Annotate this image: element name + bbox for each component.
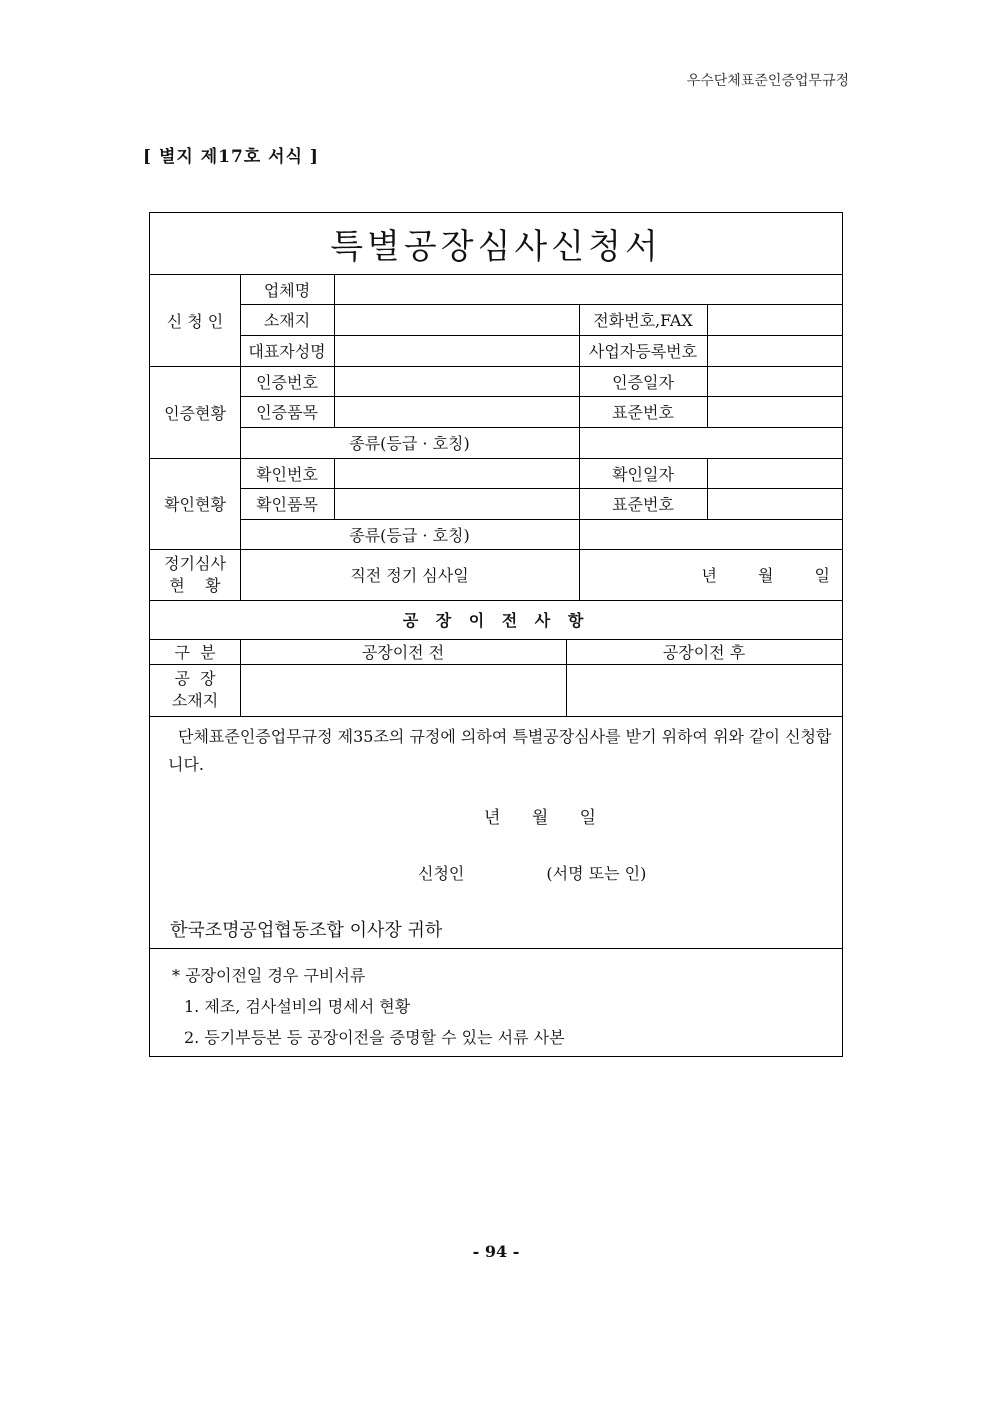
address-label: 소재지	[263, 311, 311, 330]
cert-no-label: 인증번호	[256, 372, 318, 392]
company-name-field[interactable]	[334, 274, 842, 304]
business-no-label: 사업자등록번호	[588, 342, 698, 361]
conf-date-label: 확인일자	[612, 464, 674, 484]
last-audit-label: 직전 정기 심사일	[350, 566, 469, 585]
factory-location-line2: 소재지	[171, 691, 219, 710]
confirmation-section-label: 확인현황	[164, 495, 226, 514]
signature-line	[418, 861, 646, 884]
company-name-label: 업체명	[263, 280, 311, 300]
certification-section-label: 인증현황	[164, 403, 226, 423]
cert-item-label: 인증품목	[256, 403, 318, 422]
application-date-line[interactable]: 년 월 일	[484, 808, 597, 828]
conf-no-label: 확인번호	[256, 464, 318, 484]
form-title: 특별공장심사신청서	[330, 227, 662, 267]
factory-location-line1: 공 장	[174, 669, 216, 688]
signature-note[interactable]: (서명 또는 인)	[546, 864, 647, 883]
applicant-section-label: 신 청 인	[166, 311, 224, 331]
conf-item-label: 확인품목	[256, 495, 318, 514]
conf-item-field[interactable]	[334, 488, 579, 519]
address-field[interactable]	[334, 304, 579, 335]
cert-date-label: 인증일자	[612, 372, 674, 392]
phone-fax-label: 전화번호,FAX	[593, 311, 693, 330]
relocation-section-title: 공 장 이 전 사 항	[402, 611, 590, 630]
conf-standard-no-field[interactable]	[707, 488, 842, 519]
last-audit-date-field[interactable]: 년 월 일	[701, 566, 830, 585]
cert-standard-no-label: 표준번호	[612, 403, 674, 422]
periodic-audit-section-label	[150, 549, 240, 600]
application-statement: 단체표준인증업무규정 제35조의 규정에 의하여 특별공장심사를 받기 위하여 위와 같이 신청합니다.	[168, 727, 832, 774]
representative-field[interactable]	[334, 335, 579, 366]
conf-standard-no-label: 표준번호	[612, 495, 674, 514]
factory-location-label	[150, 664, 240, 716]
before-location-field[interactable]	[240, 664, 566, 716]
recipient-line: 한국조명공업협동조합 이사장 귀하	[170, 920, 443, 941]
cert-standard-no-field[interactable]	[707, 396, 842, 427]
relocation-category-label: 구 분	[174, 643, 216, 662]
before-relocation-label: 공장이전 전	[361, 643, 445, 662]
cert-type-label: 종류(등급 · 호칭)	[349, 434, 470, 453]
business-no-field[interactable]	[707, 335, 842, 366]
phone-fax-field[interactable]	[707, 304, 842, 335]
after-location-field[interactable]	[566, 664, 842, 716]
cert-item-field[interactable]	[334, 396, 579, 427]
representative-label: 대표자성명	[248, 342, 326, 361]
document-header: 우수단체표준인증업무규정	[686, 73, 849, 89]
application-form	[149, 212, 843, 1057]
periodic-label-line2: 현 황	[169, 575, 221, 595]
conf-type-label: 종류(등급 · 호칭)	[349, 525, 470, 545]
applicant-sign-label: 신청인	[418, 864, 465, 883]
conf-type-field[interactable]	[579, 519, 842, 549]
form-label: [ 별지 제17호 서식 ]	[143, 147, 319, 167]
notes-heading: * 공장이전일 경우 구비서류	[172, 966, 366, 985]
conf-date-field[interactable]	[707, 458, 842, 488]
conf-no-field[interactable]	[334, 458, 579, 488]
periodic-label-line1: 정기심사	[164, 553, 226, 573]
after-relocation-label: 공장이전 후	[662, 643, 746, 662]
required-documents-notes	[172, 960, 565, 1053]
notes-item: 1. 제조, 검사설비의 명세서 현황	[184, 997, 411, 1016]
cert-type-field[interactable]	[579, 427, 842, 458]
page-number: - 94 -	[472, 1242, 520, 1261]
notes-item: 2. 등기부등본 등 공장이전을 증명할 수 있는 서류 사본	[184, 1028, 565, 1047]
cert-date-field[interactable]	[707, 366, 842, 396]
cert-no-field[interactable]	[334, 366, 579, 396]
